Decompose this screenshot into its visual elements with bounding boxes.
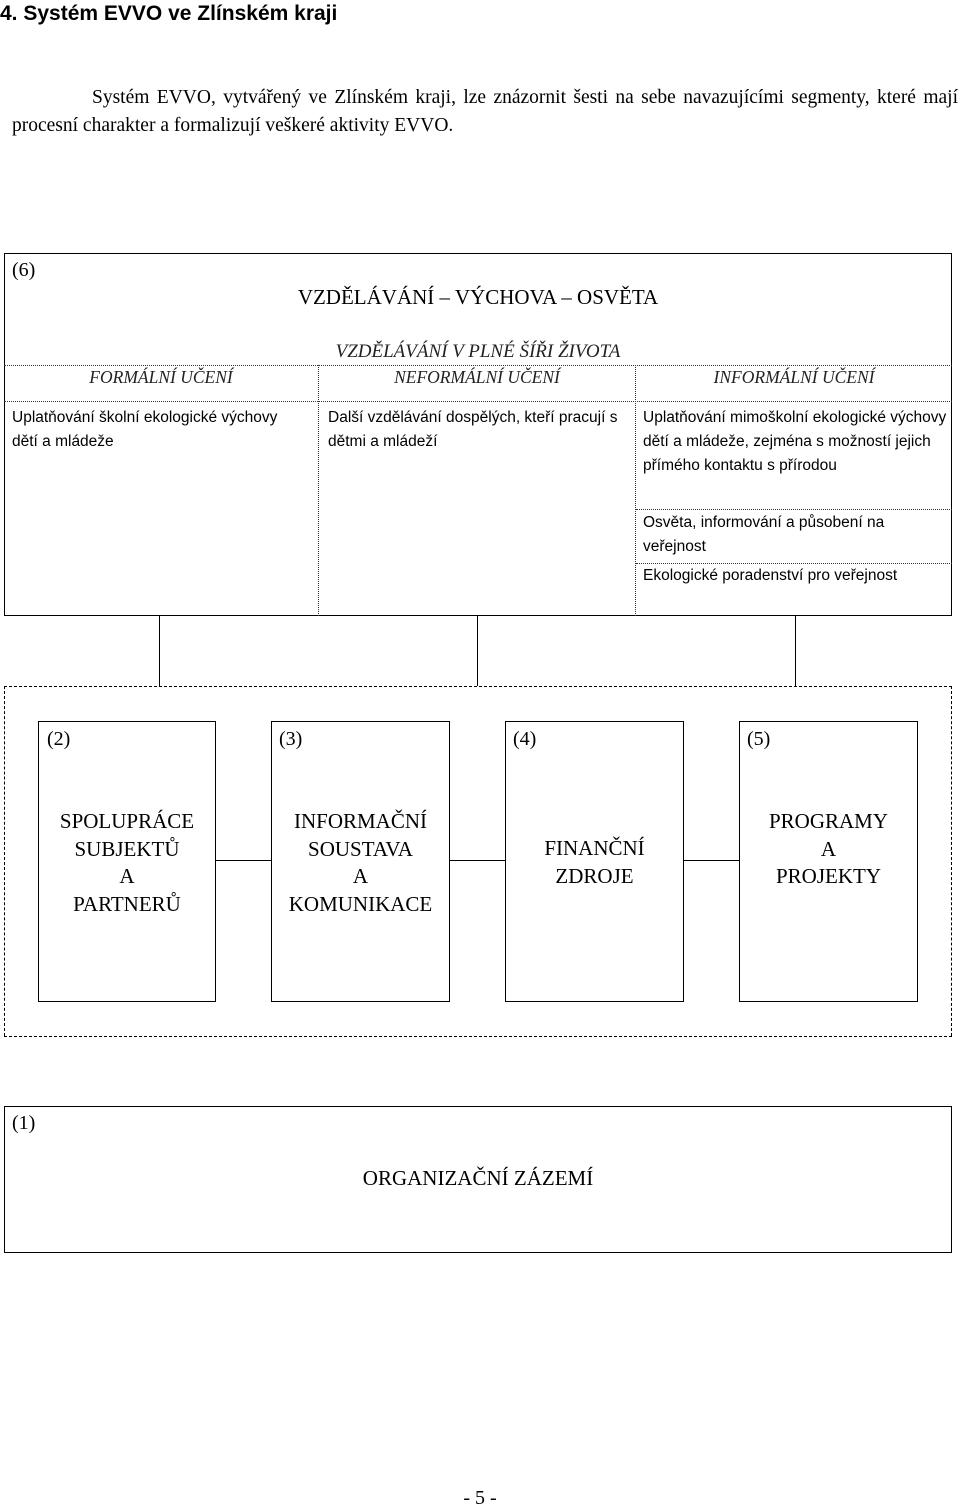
segment-2-label	[38, 808, 216, 918]
connector-4-5	[683, 860, 740, 861]
segment-2-line-1: SPOLUPRÁCE	[59, 809, 195, 833]
segment-4-label	[505, 835, 684, 890]
dashed-frame-right	[951, 686, 952, 1036]
intro-paragraph: Systém EVVO, vytvářený ve Zlínském kraji, lze znázornit šesti na sebe navazujícími segmenty, které mají procesní charakter a formalizují veškeré aktivity EVVO.	[12, 87, 958, 136]
segment-6-subtitle: VZDĚLÁVÁNÍ V PLNÉ ŠÍŘI ŽIVOTA	[335, 341, 621, 362]
connector-line-3	[795, 616, 796, 686]
page-number: - 5 -	[463, 1487, 497, 1509]
connector-3-4	[449, 860, 506, 861]
segment-3-line-1: INFORMAČNÍ	[293, 809, 427, 833]
segment-3-line-4: KOMUNIKACE	[288, 891, 433, 916]
section-heading: 4. Systém EVVO ve Zlínském kraji	[0, 2, 338, 25]
segment-6-number: (6)	[12, 259, 36, 281]
segment-2-number: (2)	[47, 728, 71, 750]
segment-2-line-3: A	[119, 864, 135, 888]
segment-2-line-2: SUBJEKTŮ	[74, 836, 180, 861]
segment-3-number: (3)	[279, 728, 303, 750]
nonformal-item: Další vzdělávání dospělých, kteří pracují s dětmi a mládeží	[328, 409, 618, 450]
segment-1-title: ORGANIZAČNÍ ZÁZEMÍ	[362, 1166, 594, 1190]
segment-5-line-3: PROJEKTY	[775, 864, 881, 888]
informal-item-3: Ekologické poradenství pro veřejnost	[643, 567, 898, 584]
segment-5-line-1: PROGRAMY	[768, 809, 889, 833]
column-body-separator	[4, 401, 952, 402]
connector-line-2	[477, 616, 478, 686]
segment-1-number: (1)	[12, 1112, 36, 1134]
column-divider-2	[635, 365, 636, 616]
segment-5-line-2: A	[820, 836, 837, 861]
informal-item-2: Osvěta, informování a působení na veřejnost	[643, 514, 885, 555]
column-divider-1	[318, 365, 319, 616]
segment-6-title: VZDĚLÁVÁNÍ – VÝCHOVA – OSVĚTA	[297, 285, 659, 309]
segment-3-line-3: A	[352, 864, 369, 888]
dashed-frame-bottom	[4, 1036, 952, 1037]
column-header-formal: FORMÁLNÍ UČENÍ	[89, 367, 233, 387]
segment-4-number: (4)	[513, 728, 537, 750]
segment-5-number: (5)	[747, 728, 771, 750]
informal-separator-1	[636, 509, 952, 510]
formal-item: Uplatňování školní ekologické výchovy dětí a mládeže	[12, 409, 278, 450]
informal-item-1: Uplatňování mimoškolní ekologické výchovy dětí a mládeže, zejména s možností jejich přímého kontaktu s přírodou	[643, 409, 947, 474]
connector-line-1	[159, 616, 160, 686]
segment-5-label	[739, 808, 918, 891]
segment-3-line-2: SOUSTAVA	[308, 836, 413, 861]
column-header-nonformal: NEFORMÁLNÍ UČENÍ	[394, 367, 560, 387]
segment-4-line-2: ZDROJE	[555, 863, 634, 888]
connector-2-3	[215, 860, 272, 861]
segment-4-line-1: FINANČNÍ	[544, 836, 645, 860]
dashed-frame-top	[4, 686, 952, 687]
dashed-frame-left	[4, 686, 5, 1036]
column-header-informal: INFORMÁLNÍ UČENÍ	[713, 367, 875, 387]
segment-2-line-4: PARTNERŮ	[73, 891, 181, 916]
segment-3-label	[271, 808, 450, 918]
